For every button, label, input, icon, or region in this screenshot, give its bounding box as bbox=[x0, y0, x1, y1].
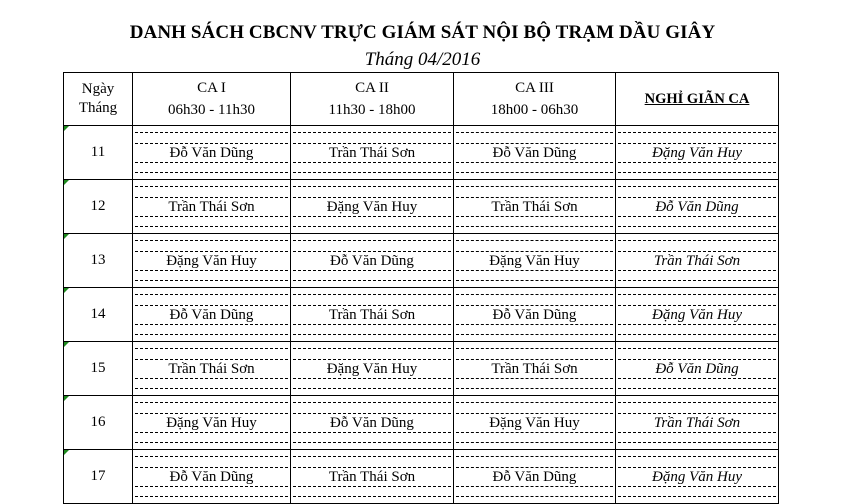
schedule-table bbox=[63, 72, 779, 504]
day-number: 11 bbox=[90, 144, 106, 160]
dotted-guide-line bbox=[293, 216, 451, 217]
dotted-guide-line bbox=[135, 432, 288, 433]
shift-2-time: 11h30 - 18h00 bbox=[328, 102, 416, 118]
day-cell bbox=[64, 342, 133, 396]
dotted-guide-line bbox=[618, 496, 776, 497]
day-number: 15 bbox=[90, 360, 106, 376]
dotted-guide-line bbox=[135, 143, 288, 144]
shift-cell-ca1 bbox=[133, 126, 291, 180]
day-cell bbox=[64, 450, 133, 504]
dotted-guide-line bbox=[618, 251, 776, 252]
dotted-guide-line bbox=[135, 348, 288, 349]
dotted-guide-line bbox=[456, 496, 613, 497]
dotted-guide-line bbox=[618, 402, 776, 403]
dotted-guide-line bbox=[293, 240, 451, 241]
shift-cell-ca3 bbox=[454, 180, 616, 234]
shift-cell-ca1 bbox=[133, 450, 291, 504]
staff-name: Đỗ Văn Dũng bbox=[169, 469, 254, 485]
dotted-guide-line bbox=[135, 251, 288, 252]
dotted-guide-line bbox=[293, 270, 451, 271]
dotted-guide-line bbox=[135, 280, 288, 281]
staff-name: Đặng Văn Huy bbox=[489, 415, 580, 431]
rest-cell bbox=[616, 180, 779, 234]
dotted-guide-line bbox=[135, 172, 288, 173]
dotted-guide-line bbox=[456, 186, 613, 187]
dotted-guide-line bbox=[456, 280, 613, 281]
dotted-guide-line bbox=[135, 324, 288, 325]
header-shift-3 bbox=[454, 73, 616, 126]
dotted-guide-line bbox=[456, 378, 613, 379]
day-cell bbox=[64, 234, 133, 288]
dotted-guide-line bbox=[456, 216, 613, 217]
rest-cell bbox=[616, 234, 779, 288]
dotted-guide-line bbox=[456, 305, 613, 306]
rest-cell bbox=[616, 288, 779, 342]
dotted-guide-line bbox=[135, 359, 288, 360]
shift-cell-ca2 bbox=[291, 234, 454, 288]
cell-comment-marker bbox=[64, 234, 69, 239]
dotted-guide-line bbox=[135, 216, 288, 217]
dotted-guide-line bbox=[618, 172, 776, 173]
shift-cell-ca2 bbox=[291, 180, 454, 234]
dotted-guide-line bbox=[293, 334, 451, 335]
shift-cell-ca3 bbox=[454, 450, 616, 504]
rest-cell bbox=[616, 450, 779, 504]
dotted-guide-line bbox=[135, 378, 288, 379]
dotted-guide-line bbox=[293, 226, 451, 227]
staff-name: Đỗ Văn Dũng bbox=[492, 145, 577, 161]
table-row bbox=[64, 342, 779, 396]
cell-comment-marker bbox=[64, 180, 69, 185]
dotted-guide-line bbox=[456, 456, 613, 457]
dotted-guide-line bbox=[618, 143, 776, 144]
dotted-guide-line bbox=[135, 305, 288, 306]
staff-name: Đặng Văn Huy bbox=[326, 361, 418, 377]
shift-cell-ca3 bbox=[454, 396, 616, 450]
dotted-guide-line bbox=[456, 432, 613, 433]
table-row bbox=[64, 126, 779, 180]
dotted-guide-line bbox=[618, 442, 776, 443]
dotted-guide-line bbox=[456, 172, 613, 173]
shift-3-name: CA III bbox=[515, 80, 554, 96]
dotted-guide-line bbox=[618, 467, 776, 468]
staff-name: Đỗ Văn Dũng bbox=[655, 199, 739, 215]
shift-cell-ca1 bbox=[133, 234, 291, 288]
dotted-guide-line bbox=[293, 294, 451, 295]
staff-name: Trần Thái Sơn bbox=[491, 361, 578, 377]
dotted-guide-line bbox=[618, 334, 776, 335]
shift-cell-ca2 bbox=[291, 396, 454, 450]
staff-name: Đặng Văn Huy bbox=[652, 307, 742, 323]
dotted-guide-line bbox=[456, 334, 613, 335]
dotted-guide-line bbox=[456, 143, 613, 144]
dotted-guide-line bbox=[456, 413, 613, 414]
day-number: 13 bbox=[90, 252, 106, 268]
dotted-guide-line bbox=[618, 186, 776, 187]
shift-cell-ca3 bbox=[454, 342, 616, 396]
cell-comment-marker bbox=[64, 342, 69, 347]
day-cell bbox=[64, 126, 133, 180]
dotted-guide-line bbox=[135, 467, 288, 468]
dotted-guide-line bbox=[618, 216, 776, 217]
staff-name: Đặng Văn Huy bbox=[326, 199, 418, 215]
dotted-guide-line bbox=[618, 324, 776, 325]
header-shift-1 bbox=[133, 73, 291, 126]
table-row bbox=[64, 234, 779, 288]
dotted-guide-line bbox=[293, 324, 451, 325]
staff-name: Trần Thái Sơn bbox=[328, 307, 416, 323]
dotted-guide-line bbox=[135, 442, 288, 443]
dotted-guide-line bbox=[456, 240, 613, 241]
dotted-guide-line bbox=[456, 270, 613, 271]
dotted-guide-line bbox=[135, 496, 288, 497]
dotted-guide-line bbox=[293, 388, 451, 389]
dotted-guide-line bbox=[456, 467, 613, 468]
dotted-guide-line bbox=[135, 197, 288, 198]
shift-1-name: CA I bbox=[197, 80, 226, 96]
dotted-guide-line bbox=[293, 432, 451, 433]
dotted-guide-line bbox=[618, 162, 776, 163]
shift-cell-ca1 bbox=[133, 396, 291, 450]
dotted-guide-line bbox=[618, 456, 776, 457]
dotted-guide-line bbox=[293, 402, 451, 403]
dotted-guide-line bbox=[135, 456, 288, 457]
dotted-guide-line bbox=[135, 294, 288, 295]
cell-comment-marker bbox=[64, 396, 69, 401]
dotted-guide-line bbox=[618, 240, 776, 241]
page-title: DANH SÁCH CBCNV TRỰC GIÁM SÁT NỘI BỘ TRẠM DẦU GIÂY bbox=[129, 22, 716, 43]
dotted-guide-line bbox=[618, 305, 776, 306]
shift-cell-ca1 bbox=[133, 288, 291, 342]
header-rest bbox=[616, 73, 779, 126]
shift-2-name: CA II bbox=[355, 80, 389, 96]
table-row bbox=[64, 180, 779, 234]
cell-comment-marker bbox=[64, 288, 69, 293]
dotted-guide-line bbox=[618, 270, 776, 271]
dotted-guide-line bbox=[293, 456, 451, 457]
dotted-guide-line bbox=[135, 240, 288, 241]
dotted-guide-line bbox=[293, 132, 451, 133]
cell-comment-marker bbox=[64, 450, 69, 455]
shift-cell-ca1 bbox=[133, 180, 291, 234]
shift-3-time: 18h00 - 06h30 bbox=[490, 102, 579, 118]
shift-cell-ca2 bbox=[291, 450, 454, 504]
header-row bbox=[64, 73, 779, 126]
dotted-guide-line bbox=[293, 378, 451, 379]
shift-cell-ca1 bbox=[133, 342, 291, 396]
dotted-guide-line bbox=[293, 280, 451, 281]
day-number: 17 bbox=[90, 468, 106, 484]
dotted-guide-line bbox=[456, 359, 613, 360]
staff-name: Đỗ Văn Dũng bbox=[492, 469, 577, 485]
dotted-guide-line bbox=[135, 402, 288, 403]
dotted-guide-line bbox=[293, 467, 451, 468]
dotted-guide-line bbox=[293, 348, 451, 349]
staff-name: Đặng Văn Huy bbox=[166, 415, 257, 431]
staff-name: Trần Thái Sơn bbox=[653, 253, 741, 269]
day-cell bbox=[64, 396, 133, 450]
dotted-guide-line bbox=[618, 348, 776, 349]
staff-name: Trần Thái Sơn bbox=[168, 361, 255, 377]
dotted-guide-line bbox=[135, 186, 288, 187]
day-number: 14 bbox=[90, 306, 106, 322]
dotted-guide-line bbox=[135, 270, 288, 271]
dotted-guide-line bbox=[293, 359, 451, 360]
staff-name: Đỗ Văn Dũng bbox=[492, 307, 577, 323]
staff-name: Đặng Văn Huy bbox=[652, 469, 742, 485]
dotted-guide-line bbox=[293, 251, 451, 252]
header-day-month bbox=[64, 73, 133, 126]
dotted-guide-line bbox=[135, 486, 288, 487]
dotted-guide-line bbox=[293, 197, 451, 198]
day-cell bbox=[64, 288, 133, 342]
staff-name: Đặng Văn Huy bbox=[652, 145, 742, 161]
dotted-guide-line bbox=[135, 413, 288, 414]
dotted-guide-line bbox=[456, 324, 613, 325]
dotted-guide-line bbox=[456, 132, 613, 133]
dotted-guide-line bbox=[293, 143, 451, 144]
staff-name: Trần Thái Sơn bbox=[491, 199, 578, 215]
staff-name: Trần Thái Sơn bbox=[653, 415, 741, 431]
shift-cell-ca3 bbox=[454, 288, 616, 342]
day-number: 12 bbox=[90, 198, 106, 214]
dotted-guide-line bbox=[456, 348, 613, 349]
dotted-guide-line bbox=[456, 442, 613, 443]
dotted-guide-line bbox=[293, 186, 451, 187]
page-subtitle: Tháng 04/2016 bbox=[364, 49, 481, 70]
shift-cell-ca2 bbox=[291, 288, 454, 342]
dotted-guide-line bbox=[456, 486, 613, 487]
dotted-guide-line bbox=[135, 162, 288, 163]
shift-cell-ca2 bbox=[291, 342, 454, 396]
dotted-guide-line bbox=[618, 486, 776, 487]
dotted-guide-line bbox=[293, 305, 451, 306]
header-month-label: Tháng bbox=[78, 100, 118, 116]
dotted-guide-line bbox=[618, 294, 776, 295]
staff-name: Đỗ Văn Dũng bbox=[169, 307, 254, 323]
dotted-guide-line bbox=[135, 132, 288, 133]
shift-1-time: 06h30 - 11h30 bbox=[168, 102, 255, 118]
dotted-guide-line bbox=[135, 226, 288, 227]
dotted-guide-line bbox=[618, 378, 776, 379]
staff-name: Đỗ Văn Dũng bbox=[169, 145, 254, 161]
dotted-guide-line bbox=[135, 334, 288, 335]
shift-cell-ca3 bbox=[454, 234, 616, 288]
day-number: 16 bbox=[90, 414, 106, 430]
staff-name: Trần Thái Sơn bbox=[168, 199, 255, 215]
dotted-guide-line bbox=[293, 496, 451, 497]
rest-cell bbox=[616, 342, 779, 396]
staff-name: Đặng Văn Huy bbox=[166, 253, 257, 269]
day-cell bbox=[64, 180, 133, 234]
dotted-guide-line bbox=[456, 162, 613, 163]
dotted-guide-line bbox=[618, 359, 776, 360]
rest-label: NGHỈ GIÃN CA bbox=[644, 91, 750, 107]
dotted-guide-line bbox=[456, 251, 613, 252]
dotted-guide-line bbox=[618, 413, 776, 414]
staff-name: Trần Thái Sơn bbox=[328, 145, 416, 161]
dotted-guide-line bbox=[293, 162, 451, 163]
staff-name: Đỗ Văn Dũng bbox=[330, 415, 414, 431]
dotted-guide-line bbox=[618, 432, 776, 433]
rest-cell bbox=[616, 396, 779, 450]
staff-name: Trần Thái Sơn bbox=[328, 469, 416, 485]
dotted-guide-line bbox=[456, 402, 613, 403]
staff-name: Đỗ Văn Dũng bbox=[655, 361, 739, 377]
header-shift-2 bbox=[291, 73, 454, 126]
staff-name: Đặng Văn Huy bbox=[489, 253, 580, 269]
cell-comment-marker bbox=[64, 126, 69, 131]
dotted-guide-line bbox=[456, 294, 613, 295]
dotted-guide-line bbox=[456, 226, 613, 227]
dotted-guide-line bbox=[456, 388, 613, 389]
table-row bbox=[64, 396, 779, 450]
rest-cell bbox=[616, 126, 779, 180]
dotted-guide-line bbox=[293, 486, 451, 487]
dotted-guide-line bbox=[293, 172, 451, 173]
dotted-guide-line bbox=[618, 280, 776, 281]
dotted-guide-line bbox=[618, 197, 776, 198]
header-day-label: Ngày bbox=[81, 81, 115, 97]
shift-cell-ca2 bbox=[291, 126, 454, 180]
dotted-guide-line bbox=[456, 197, 613, 198]
dotted-guide-line bbox=[618, 132, 776, 133]
dotted-guide-line bbox=[618, 226, 776, 227]
dotted-guide-line bbox=[293, 442, 451, 443]
dotted-guide-line bbox=[135, 388, 288, 389]
shift-cell-ca3 bbox=[454, 126, 616, 180]
staff-name: Đỗ Văn Dũng bbox=[330, 253, 414, 269]
table-row bbox=[64, 450, 779, 504]
dotted-guide-line bbox=[293, 413, 451, 414]
dotted-guide-line bbox=[618, 388, 776, 389]
table-row bbox=[64, 288, 779, 342]
